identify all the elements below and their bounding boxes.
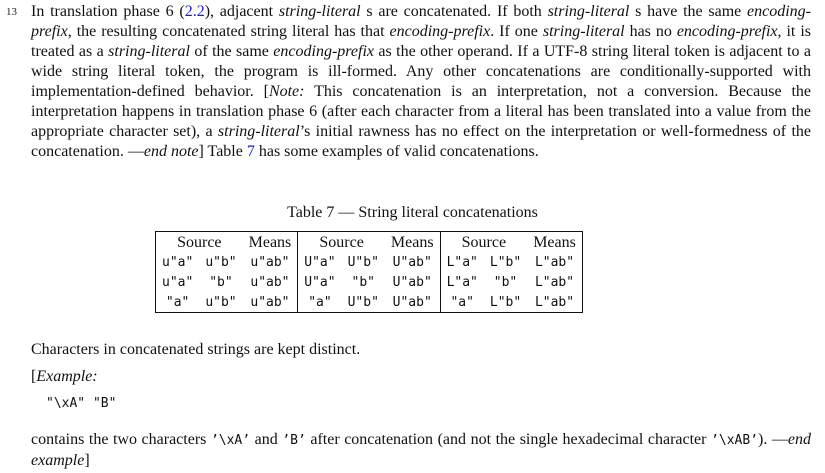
- header-cell: Source: [177, 233, 222, 251]
- end-note-label: end note: [143, 143, 199, 160]
- table-cell: u"a": [162, 254, 194, 270]
- table-cell: U"a": [298, 252, 342, 272]
- table-cell: L"a": [440, 252, 484, 272]
- table-header-row: [156, 232, 583, 253]
- table-cell: L"ab": [534, 274, 575, 290]
- header-cell: Means: [248, 233, 292, 251]
- concatenation-table: [155, 231, 583, 313]
- section-ref-link[interactable]: 2.2: [184, 3, 205, 20]
- table-cell: U"b": [347, 294, 379, 310]
- example-label: Example:: [36, 368, 98, 385]
- table-cell: U"ab": [392, 294, 432, 310]
- table-cell: L"ab": [534, 294, 575, 310]
- header-cell: Means: [533, 233, 576, 251]
- table-cell: u"ab": [250, 254, 290, 270]
- example-heading: [Example:: [31, 368, 98, 385]
- inline-code: ’B’: [282, 433, 306, 448]
- header-cell: Source: [440, 232, 527, 253]
- distinct-characters-paragraph: Characters in concatenated strings are kept distinct.: [31, 341, 361, 358]
- table-caption: Table 7 — String literal concatenations: [287, 204, 538, 221]
- table-row: [156, 292, 583, 313]
- table-cell: U"ab": [392, 254, 432, 270]
- paragraph-text: In translation phase 6 (2.2), adjacent string-literal s are concatenated. If both string-literal s have the same encoding-prefix, the resulting concatenated string literal has that encoding-prefix. If one string-literal has no encoding-prefix, it is treated as a string-literal of the same encoding-prefix as the other operand. If a UTF-8 string literal token is adjacent to a wide string literal token, the program is ill-formed. Any other concatenations are conditionally-supported with implementation-defined behavior. [Note: This concatenation is an interpretation, not a conversion. Because the interpretation happens in translation phase 6 (after each character from a literal has been translated into a value from the appropriate character set), a string-literal’s initial rawness has no effect on the interpretation or well-formedness of the concatenation. —end note] Table 7 has some examples of valid concatenations.: [31, 3, 812, 160]
- table-cell: L"b": [489, 294, 522, 310]
- table-cell: "b": [493, 274, 518, 290]
- table-ref-link[interactable]: 7: [246, 143, 255, 160]
- table-cell: "a": [298, 292, 342, 313]
- table-row: [156, 272, 583, 292]
- table-row: [156, 252, 583, 272]
- example-explanation: contains the two characters ’\xA’ and ’B’ after concatenation (and not the single hexadecimal character ’\xAB’). —end example]: [31, 431, 812, 469]
- table-cell: "b": [209, 274, 233, 290]
- header-cell: Source: [298, 232, 385, 253]
- table-cell: L"ab": [534, 254, 575, 270]
- table-cell: u"b": [205, 254, 237, 270]
- table-cell: L"b": [489, 254, 522, 270]
- table-cell: U"b": [347, 254, 379, 270]
- table-cell: u"ab": [250, 294, 290, 310]
- inline-code: ’\xA’: [210, 433, 251, 448]
- table-cell: u"b": [205, 294, 237, 310]
- header-cell: Means: [390, 233, 434, 251]
- note-label: Note:: [268, 83, 305, 100]
- table-cell: "a": [165, 294, 190, 310]
- table-cell: u"a": [162, 274, 194, 290]
- table-cell: "b": [351, 274, 375, 290]
- table-cell: L"a": [440, 272, 484, 292]
- end-example-label: end example: [31, 431, 812, 469]
- table-cell: u"ab": [250, 274, 290, 290]
- table-cell: U"a": [298, 272, 342, 292]
- inline-code: ’\xAB’: [711, 433, 759, 448]
- table-cell: "a": [440, 292, 484, 313]
- example-code: "\xA" "B": [46, 396, 117, 411]
- table-cell: U"ab": [392, 274, 432, 290]
- paragraph-number: 13: [6, 6, 17, 18]
